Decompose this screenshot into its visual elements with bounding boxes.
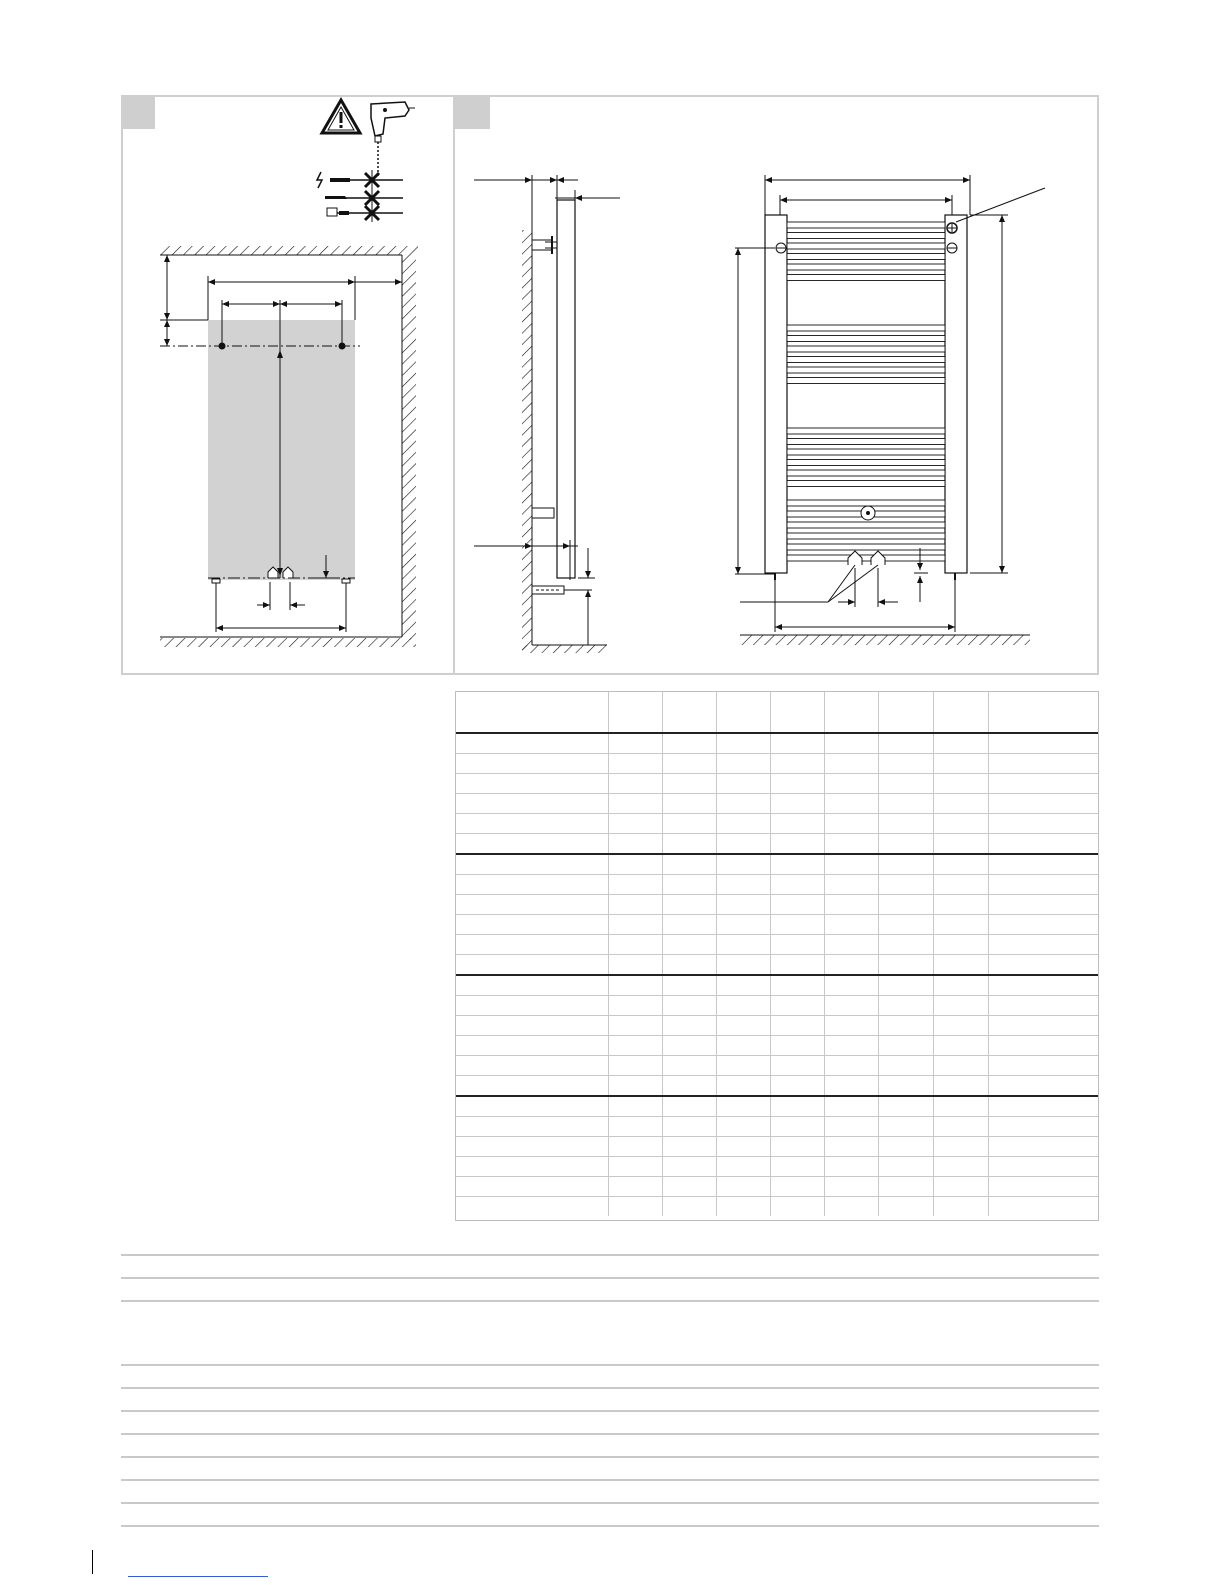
table-cell (933, 1076, 988, 1097)
table-header-cell (456, 692, 608, 733)
table-cell (770, 733, 824, 754)
table-cell (456, 996, 608, 1016)
table-cell (608, 834, 662, 855)
table-header-cell (824, 692, 878, 733)
table-cell (824, 935, 878, 955)
table-cell (770, 1137, 824, 1157)
note-rule (121, 1277, 1099, 1279)
towel-bar (787, 481, 945, 487)
table-cell (878, 794, 933, 814)
table-cell (824, 1016, 878, 1036)
table-cell (933, 996, 988, 1016)
table-cell (878, 1197, 933, 1217)
table-cell (456, 975, 608, 996)
table-cell (716, 915, 770, 935)
table-cell (716, 814, 770, 834)
table-cell (716, 754, 770, 774)
table-cell (716, 733, 770, 754)
table-cell (662, 774, 716, 794)
table-cell (933, 1157, 988, 1177)
table-row (456, 834, 1098, 855)
note-rule (121, 1479, 1099, 1481)
table-cell (608, 1016, 662, 1036)
table-header-cell (608, 692, 662, 733)
table-cell (456, 1197, 608, 1217)
table-cell (662, 1117, 716, 1137)
table-cell (716, 794, 770, 814)
table-cell (988, 1056, 1098, 1076)
table-cell (933, 915, 988, 935)
table-cell (988, 915, 1098, 935)
table-cell (878, 915, 933, 935)
table-cell (770, 975, 824, 996)
table-header-cell (988, 692, 1098, 733)
table-cell (988, 935, 1098, 955)
table-cell (824, 774, 878, 794)
table-cell (456, 915, 608, 935)
table-cell (988, 854, 1098, 875)
table-cell (608, 1177, 662, 1197)
installation-front-drawing (130, 240, 430, 660)
table-cell (662, 955, 716, 976)
table-cell (988, 1117, 1098, 1137)
table-cell (824, 1117, 878, 1137)
table-cell (770, 895, 824, 915)
table-cell (770, 854, 824, 875)
table-cell (933, 975, 988, 996)
note-rule (121, 1387, 1099, 1389)
towel-bar (787, 233, 945, 239)
table-cell (716, 1177, 770, 1197)
table-cell (770, 1117, 824, 1137)
table-row (456, 895, 1098, 915)
table-cell (456, 854, 608, 875)
table-cell (770, 875, 824, 895)
table-cell (662, 854, 716, 875)
table-cell (608, 955, 662, 976)
table-cell (456, 1117, 608, 1137)
table-cell (716, 1036, 770, 1056)
table-cell (933, 1197, 988, 1217)
table-row (456, 935, 1098, 955)
table-row (456, 955, 1098, 976)
table-cell (988, 1197, 1098, 1217)
table-cell (662, 1056, 716, 1076)
table-cell (608, 794, 662, 814)
warning-triangle-icon (320, 98, 362, 136)
note-rule (121, 1364, 1099, 1366)
note-rule (121, 1456, 1099, 1458)
table-cell (824, 1096, 878, 1117)
towel-bar (787, 533, 945, 539)
table-cell (933, 754, 988, 774)
table-cell (824, 754, 878, 774)
table-cell (988, 754, 1098, 774)
towel-bar (787, 346, 945, 352)
towel-bar (787, 555, 945, 561)
table-cell (933, 834, 988, 855)
table-cell (456, 1096, 608, 1117)
table-cell (988, 1157, 1098, 1177)
table-cell (456, 814, 608, 834)
table-cell (933, 1117, 988, 1137)
table-cell (878, 955, 933, 976)
table-cell (716, 1157, 770, 1177)
table-cell (933, 1016, 988, 1036)
table-cell (608, 875, 662, 895)
table-cell (662, 895, 716, 915)
table-cell (933, 814, 988, 834)
table-cell (608, 1117, 662, 1137)
table-cell (770, 915, 824, 935)
table-cell (988, 895, 1098, 915)
table-cell (988, 875, 1098, 895)
table-cell (662, 1177, 716, 1197)
table-cell (988, 1096, 1098, 1117)
side-view-drawing (470, 170, 640, 660)
table-cell (878, 1096, 933, 1117)
table-cell (716, 1096, 770, 1117)
table-cell (608, 814, 662, 834)
table-cell (988, 1016, 1098, 1036)
utility-lines (315, 170, 405, 225)
table-cell (878, 1157, 933, 1177)
table-cell (716, 996, 770, 1016)
towel-bar (787, 439, 945, 445)
table-row (456, 854, 1098, 875)
table-cell (878, 875, 933, 895)
table-cell (824, 1197, 878, 1217)
table-row (456, 794, 1098, 814)
towel-bar (787, 500, 945, 506)
table-row (456, 733, 1098, 754)
gas-line-icon (325, 191, 403, 205)
table-cell (770, 1056, 824, 1076)
table-header-cell (770, 692, 824, 733)
table-cell (878, 895, 933, 915)
front-view-drawing (730, 170, 1070, 660)
table-cell (933, 1177, 988, 1197)
towel-bar (787, 460, 945, 466)
table-cell (988, 1177, 1098, 1197)
table-cell (824, 996, 878, 1016)
table-cell (608, 935, 662, 955)
table-cell (770, 1197, 824, 1217)
panel-a-label-box (123, 97, 155, 129)
table-cell (933, 1056, 988, 1076)
table-header-cell (933, 692, 988, 733)
table-cell (770, 955, 824, 976)
table-row (456, 1117, 1098, 1137)
table-cell (878, 1016, 933, 1036)
table-cell (824, 733, 878, 754)
table-cell (716, 1137, 770, 1157)
table-cell (878, 754, 933, 774)
table-cell (662, 733, 716, 754)
table-cell (933, 875, 988, 895)
table-cell (608, 1096, 662, 1117)
table-cell (824, 1036, 878, 1056)
note-rule (121, 1502, 1099, 1504)
table-row (456, 915, 1098, 935)
spec-table (456, 692, 1098, 1216)
table-cell (988, 955, 1098, 976)
table-cell (878, 975, 933, 996)
towel-bar (787, 428, 945, 434)
table-cell (933, 774, 988, 794)
table-cell (456, 1076, 608, 1097)
table-cell (456, 1036, 608, 1056)
table-cell (878, 1036, 933, 1056)
table-header-row (456, 692, 1098, 733)
table-cell (770, 794, 824, 814)
table-cell (662, 1016, 716, 1036)
table-cell (933, 955, 988, 976)
table-cell (456, 955, 608, 976)
table-cell (456, 733, 608, 754)
table-cell (988, 794, 1098, 814)
table-cell (608, 996, 662, 1016)
table-cell (716, 1056, 770, 1076)
towel-bar (787, 544, 945, 550)
table-cell (878, 834, 933, 855)
table-cell (662, 1137, 716, 1157)
table-cell (456, 774, 608, 794)
table-cell (878, 1076, 933, 1097)
table-row (456, 1197, 1098, 1217)
table-cell (662, 834, 716, 855)
table-cell (662, 975, 716, 996)
table-cell (988, 733, 1098, 754)
note-rule (121, 1433, 1099, 1435)
note-rule (121, 1410, 1099, 1412)
table-cell (716, 1016, 770, 1036)
table-cell (456, 754, 608, 774)
table-cell (878, 733, 933, 754)
table-cell (716, 935, 770, 955)
towel-bar (787, 336, 945, 342)
table-cell (878, 1137, 933, 1157)
note-rule (121, 1254, 1099, 1256)
table-cell (933, 854, 988, 875)
table-cell (716, 1117, 770, 1137)
table-cell (824, 814, 878, 834)
table-cell (716, 774, 770, 794)
table-cell (456, 1137, 608, 1157)
table-cell (716, 975, 770, 996)
table-cell (933, 1137, 988, 1157)
table-cell (716, 895, 770, 915)
table-cell (608, 975, 662, 996)
table-cell (824, 975, 878, 996)
table-cell (824, 1157, 878, 1177)
table-cell (608, 915, 662, 935)
table-cell (716, 1197, 770, 1217)
table-cell (662, 996, 716, 1016)
table-row (456, 996, 1098, 1016)
table-cell (933, 935, 988, 955)
table-cell (770, 774, 824, 794)
table-cell (878, 854, 933, 875)
table-row (456, 1177, 1098, 1197)
table-cell (456, 935, 608, 955)
towel-bar (787, 264, 945, 270)
table-cell (878, 814, 933, 834)
table-cell (933, 794, 988, 814)
table-row (456, 774, 1098, 794)
table-cell (770, 834, 824, 855)
drill-icon (365, 98, 415, 178)
table-cell (662, 1076, 716, 1097)
table-cell (824, 854, 878, 875)
table-cell (716, 955, 770, 976)
table-cell (608, 1056, 662, 1076)
table-cell (878, 996, 933, 1016)
towel-bar (787, 222, 945, 228)
table-cell (662, 1157, 716, 1177)
table-cell (456, 794, 608, 814)
towel-bar (787, 325, 945, 331)
table-cell (770, 1157, 824, 1177)
electric-line-icon (317, 172, 403, 188)
table-cell (716, 1076, 770, 1097)
table-cell (988, 996, 1098, 1016)
table-row (456, 1036, 1098, 1056)
note-rule (121, 1300, 1099, 1302)
table-cell (878, 1117, 933, 1137)
table-cell (716, 854, 770, 875)
table-cell (608, 1076, 662, 1097)
table-cell (662, 935, 716, 955)
table-cell (878, 774, 933, 794)
towel-bar (787, 275, 945, 281)
table-cell (608, 733, 662, 754)
table-cell (988, 814, 1098, 834)
table-cell (770, 814, 824, 834)
table-cell (933, 1096, 988, 1117)
table-row (456, 875, 1098, 895)
table-cell (456, 1157, 608, 1177)
table-cell (662, 794, 716, 814)
table-row (456, 1076, 1098, 1097)
table-header-cell (878, 692, 933, 733)
table-cell (608, 1197, 662, 1217)
table-cell (662, 1036, 716, 1056)
table-cell (770, 754, 824, 774)
table-row (456, 1157, 1098, 1177)
table-cell (716, 875, 770, 895)
table-row (456, 975, 1098, 996)
water-line-icon (327, 206, 403, 220)
table-cell (662, 1096, 716, 1117)
table-cell (662, 1197, 716, 1217)
table-cell (770, 1036, 824, 1056)
note-rule (121, 1525, 1099, 1527)
table-cell (456, 1056, 608, 1076)
table-cell (662, 915, 716, 935)
table-row (456, 754, 1098, 774)
towel-bar (787, 378, 945, 384)
table-cell (824, 1177, 878, 1197)
table-cell (824, 794, 878, 814)
table-row (456, 1016, 1098, 1036)
table-cell (933, 733, 988, 754)
table-cell (988, 1036, 1098, 1056)
table-row (456, 1096, 1098, 1117)
towel-bar (787, 470, 945, 476)
table-cell (824, 834, 878, 855)
towel-bar (787, 522, 945, 528)
table-cell (933, 1036, 988, 1056)
table-cell (988, 1137, 1098, 1157)
table-cell (608, 1157, 662, 1177)
table-row (456, 814, 1098, 834)
table-cell (456, 1177, 608, 1197)
table-cell (770, 1076, 824, 1097)
table-cell (933, 895, 988, 915)
table-cell (608, 895, 662, 915)
table-cell (662, 875, 716, 895)
table-cell (824, 875, 878, 895)
table-cell (824, 1137, 878, 1157)
table-cell (662, 754, 716, 774)
table-cell (878, 935, 933, 955)
table-cell (456, 834, 608, 855)
panel-b-label-box (455, 97, 490, 129)
table-cell (988, 1076, 1098, 1097)
table-cell (608, 754, 662, 774)
table-cell (456, 895, 608, 915)
table-cell (456, 875, 608, 895)
table-cell (456, 1016, 608, 1036)
table-cell (824, 1056, 878, 1076)
table-cell (770, 935, 824, 955)
table-cell (824, 955, 878, 976)
towel-bar (787, 243, 945, 249)
table-cell (824, 895, 878, 915)
table-cell (988, 834, 1098, 855)
table-cell (988, 774, 1098, 794)
table-cell (608, 854, 662, 875)
table-cell (988, 975, 1098, 996)
towel-bar (787, 367, 945, 373)
table-row (456, 1137, 1098, 1157)
table-cell (878, 1177, 933, 1197)
table-cell (608, 1137, 662, 1157)
footer-margin-bar (92, 1550, 93, 1574)
table-cell (608, 774, 662, 794)
footer-link[interactable] (128, 1576, 268, 1577)
table-cell (716, 834, 770, 855)
table-cell (878, 1056, 933, 1076)
table-row (456, 1056, 1098, 1076)
table-cell (662, 814, 716, 834)
spec-table-frame (455, 691, 1099, 1221)
table-header-cell (716, 692, 770, 733)
towel-bar (787, 357, 945, 363)
towel-bar (787, 254, 945, 260)
towel-bar (787, 449, 945, 455)
table-cell (770, 1177, 824, 1197)
table-cell (608, 1036, 662, 1056)
table-cell (824, 915, 878, 935)
table-cell (770, 996, 824, 1016)
table-cell (824, 1076, 878, 1097)
table-cell (770, 1096, 824, 1117)
table-cell (770, 1016, 824, 1036)
table-header-cell (662, 692, 716, 733)
